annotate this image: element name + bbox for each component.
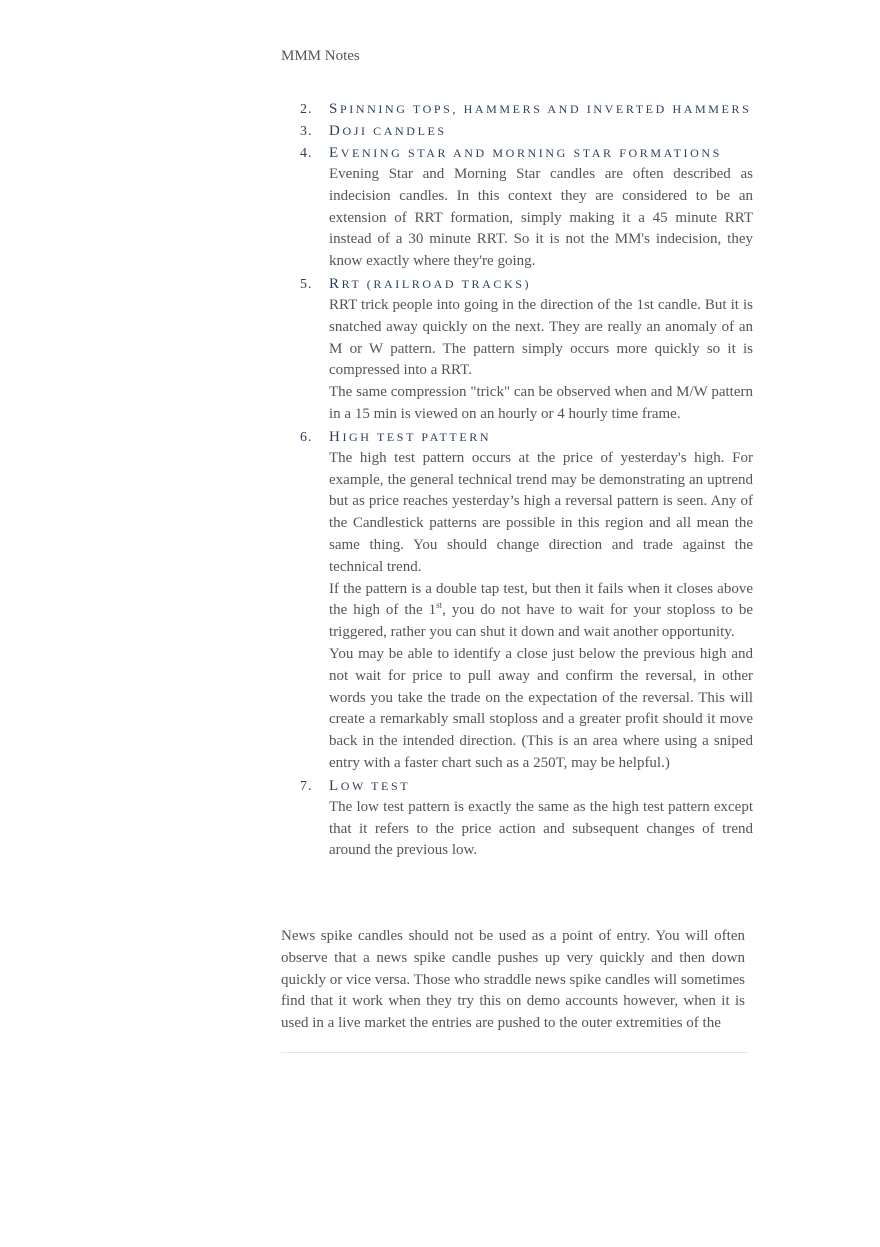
section-heading bbox=[300, 98, 760, 120]
section-number: 6. bbox=[300, 429, 313, 445]
section-item bbox=[300, 120, 760, 142]
paragraph-double-tap bbox=[329, 579, 753, 644]
section-body bbox=[329, 448, 753, 775]
paragraph: RRT trick people into going in the direction of the 1st candle. But it is snatched away quickly on the next. They are really an anomaly of an M or W pattern. The pattern simply occurs more quickly so it is compressed into a RRT. bbox=[329, 296, 753, 379]
text: , you do not have to wait for your stoploss to be triggered, rather you can shut it down and wait another opportunity. bbox=[329, 602, 753, 641]
text: If the pattern is a double tap test, but then it fails when it closes above the high of the 1 bbox=[329, 580, 753, 619]
section-heading bbox=[300, 426, 760, 448]
page-header: MMM Notes bbox=[281, 48, 360, 64]
paragraph: Evening Star and Morning Star candles are often described as indecision candles. In this context they are considered to be an extension of RRT formation, simply making it a 45 minute RRT instead of a 30 minute RRT. So it is not the MM's indecision, they know exactly where they're going. bbox=[329, 166, 753, 270]
section-item bbox=[300, 98, 760, 120]
paragraph: The low test pattern is exactly the same as the high test pattern except that it refers to the price action and subsequent changes of trend around the previous low. bbox=[329, 798, 753, 859]
section-item bbox=[300, 426, 760, 775]
news-paragraph: News spike candles should not be used as a point of entry. You will often observe that a news spike candle pushes up very quickly and then down quickly or vice versa. Those who straddle news spike candles will sometimes find that it work when they try this on demo accounts however, when it is used in a live market the entries are pushed to the outer extremities of the bbox=[281, 928, 745, 1032]
section-title: SPINNING TOPS, HAMMERS AND INVERTED HAMMERS bbox=[329, 101, 752, 117]
section-number: 3. bbox=[300, 124, 313, 139]
section-heading bbox=[300, 142, 760, 164]
section-item bbox=[300, 775, 760, 862]
section-item bbox=[300, 142, 760, 273]
section-number: 7. bbox=[300, 778, 313, 794]
section-number: 5. bbox=[300, 276, 313, 292]
section-heading bbox=[300, 120, 760, 142]
section-title: EVENING STAR AND MORNING STAR FORMATIONS bbox=[329, 145, 722, 161]
section-title: RRT (RAILROAD TRACKS) bbox=[329, 275, 532, 292]
paragraph: You may be able to identify a close just below the previous high and not wait for price to pull away and confirm the reversal, in other words you take the trade on the expectation of the reversal. This will create a remarkably small stoploss and a greater profit should it move back in the intended direction. (This is an area where using a sniped entry with a faster chart such as a 250T, may be helpful.) bbox=[329, 645, 753, 771]
section-list bbox=[300, 98, 760, 862]
paragraph: The high test pattern occurs at the price of yesterday's high. For example, the general technical trend may be demonstrating an uptrend but as price reaches yesterday’s high a reversal pattern is seen. Any of the Candlestick patterns are possible in this region and all mean the same thing. You should change direction and trade against the technical trend. bbox=[329, 449, 753, 575]
section-number: 2. bbox=[300, 102, 313, 117]
section-title: HIGH TEST PATTERN bbox=[329, 428, 492, 445]
section-heading bbox=[300, 273, 760, 295]
page-divider bbox=[281, 1052, 747, 1053]
section-body bbox=[329, 164, 753, 273]
section-item bbox=[300, 273, 760, 426]
section-body bbox=[329, 797, 753, 862]
superscript: st bbox=[436, 600, 443, 611]
paragraph: The same compression "trick" can be observed when and M/W pattern in a 15 min is viewed on an hourly or 4 hourly time frame. bbox=[329, 384, 753, 422]
section-body bbox=[329, 295, 753, 426]
section-title: DOJI CANDLES bbox=[329, 123, 447, 139]
section-heading bbox=[300, 775, 760, 797]
section-number: 4. bbox=[300, 146, 313, 161]
section-title: LOW TEST bbox=[329, 777, 411, 794]
